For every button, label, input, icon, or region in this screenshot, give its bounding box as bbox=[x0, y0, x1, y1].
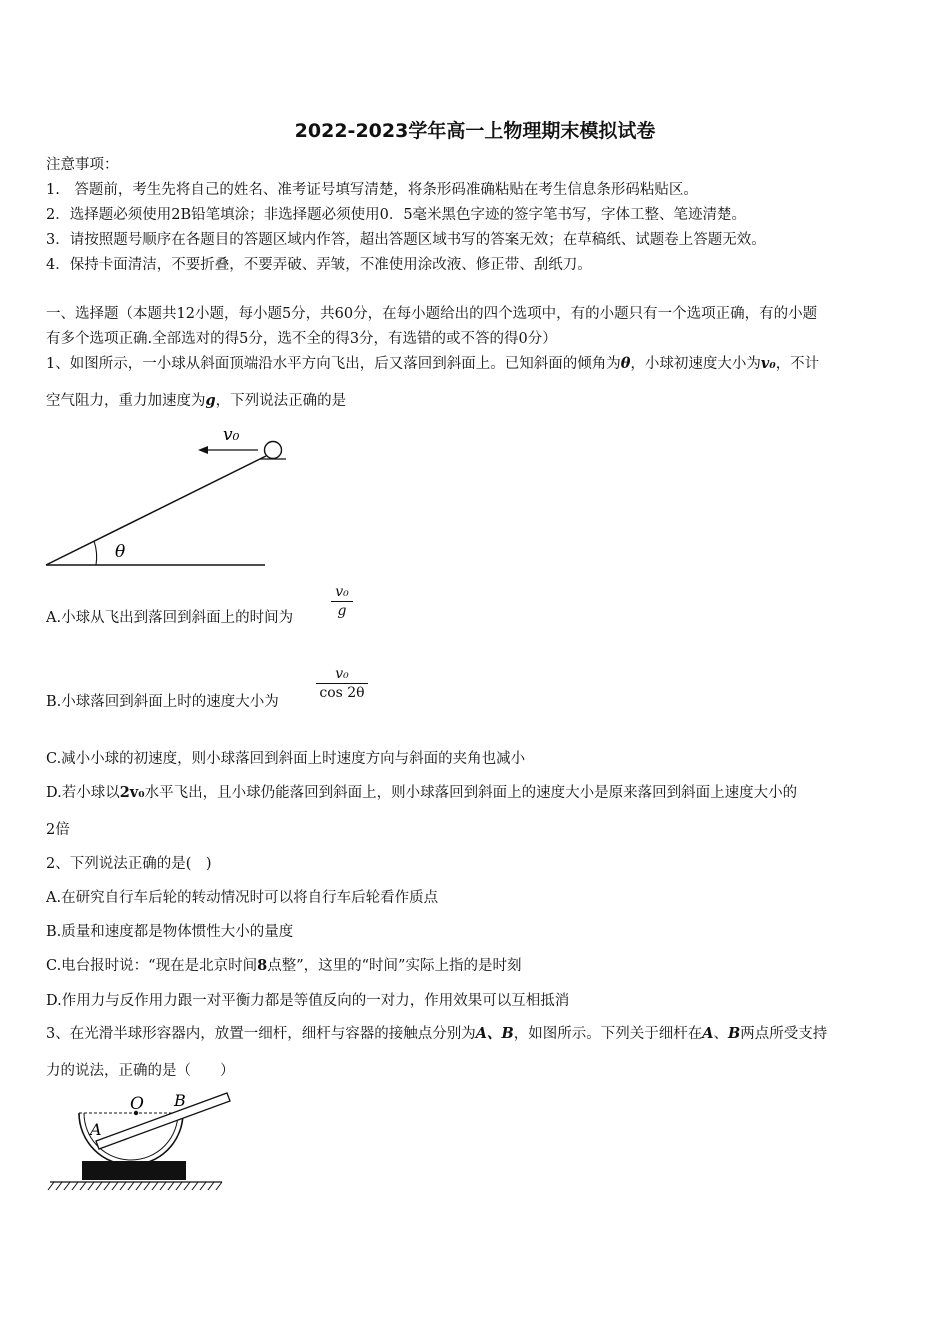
arrow-head-icon bbox=[198, 446, 208, 454]
q2-option-c: C.电台报时说：“现在是北京时间8点整”，这里的“时间”实际上指的是时刻 bbox=[46, 957, 522, 974]
q2-stem: 2、下列说法正确的是( ) bbox=[46, 856, 212, 872]
fraction-a-den: g bbox=[337, 603, 347, 619]
section-heading-cont: 有多个选项正确.全部选对的得5分，选不全的得3分，有选错的或不答的得0分） bbox=[46, 331, 557, 347]
incline-line bbox=[46, 456, 266, 565]
notice-item: 3．请按照题号顺序在各题目的答题区域内作答，超出答题区域书写的答案无效；在草稿纸、试题卷上答题无效。 bbox=[46, 232, 766, 248]
fraction-a-num: v₀ bbox=[335, 584, 349, 600]
page-title: 2022-2023学年高一上物理期末模拟试卷 bbox=[294, 120, 656, 142]
incline-figure bbox=[40, 418, 300, 578]
fraction-b bbox=[316, 666, 368, 701]
ball bbox=[265, 442, 282, 459]
base-block bbox=[82, 1161, 186, 1180]
hemisphere-figure bbox=[44, 1084, 234, 1199]
fraction-a bbox=[331, 584, 353, 619]
section-heading: 一、选择题（本题共12小题，每小题5分，共60分，在每小题给出的四个选项中，有的小题只有一个选项正确，有的小题 bbox=[46, 306, 818, 322]
q2-option-b: B.质量和速度都是物体惯性大小的量度 bbox=[46, 924, 294, 940]
notice-heading: 注意事项： bbox=[46, 157, 119, 173]
theta-label: θ bbox=[115, 542, 126, 562]
q2-option-a: A.在研究自行车后轮的转动情况时可以将自行车后轮看作质点 bbox=[46, 890, 439, 906]
q1-option-c: C.减小小球的初速度，则小球落回到斜面上时速度方向与斜面的夹角也减小 bbox=[46, 751, 526, 767]
q2-option-d: D.作用力与反作用力跟一对平衡力都是等值反向的一对力，作用效果可以互相抵消 bbox=[46, 993, 570, 1009]
angle-arc bbox=[94, 541, 97, 565]
q1-stem-line2: 空气阻力，重力加速度为g，下列说法正确的是 bbox=[46, 392, 347, 409]
notice-item: 1. 答题前，考生先将自己的姓名、准考证号填写清楚，将条形码准确粘贴在考生信息条形码粘贴区。 bbox=[46, 182, 698, 198]
fraction-b-den: cos 2θ bbox=[319, 685, 365, 701]
v0-label: v₀ bbox=[223, 425, 240, 445]
label-o: O bbox=[130, 1094, 144, 1114]
q1-option-b: B.小球落回到斜面上时的速度大小为 bbox=[46, 694, 279, 710]
label-a: A bbox=[90, 1120, 102, 1139]
q1-option-d-cont: 2倍 bbox=[46, 822, 70, 838]
fraction-b-num: v₀ bbox=[335, 666, 349, 682]
floor-hatching bbox=[48, 1182, 222, 1190]
q3-stem-line2: 力的说法，正确的是（ ） bbox=[46, 1063, 235, 1079]
q1-stem-line1: 1、如图所示，一小球从斜面顶端沿水平方向飞出，后又落回到斜面上。已知斜面的倾角为θ，小球初速度大小为v₀，不计 bbox=[46, 355, 820, 372]
q3-stem-line1: 3、在光滑半球形容器内，放置一细杆，细杆与容器的接触点分别为A、B，如图所示。下列关于细杆在A、B两点所受支持 bbox=[46, 1025, 828, 1042]
notice-item: 2．选择题必须使用2B铅笔填涂；非选择题必须使用0．5毫米黑色字迹的签字笔书写，字体工整、笔迹清楚。 bbox=[46, 207, 747, 223]
q1-option-d: D.若小球以2v₀水平飞出，且小球仍能落回到斜面上，则小球落回到斜面上的速度大小是原来落回到斜面上速度大小的 bbox=[46, 784, 798, 801]
notice-item: 4．保持卡面清洁，不要折叠，不要弄破、弄皱，不准使用涂改液、修正带、刮纸刀。 bbox=[46, 257, 592, 273]
q1-option-a: A.小球从飞出到落回到斜面上的时间为 bbox=[46, 610, 294, 626]
label-b: B bbox=[174, 1091, 186, 1110]
